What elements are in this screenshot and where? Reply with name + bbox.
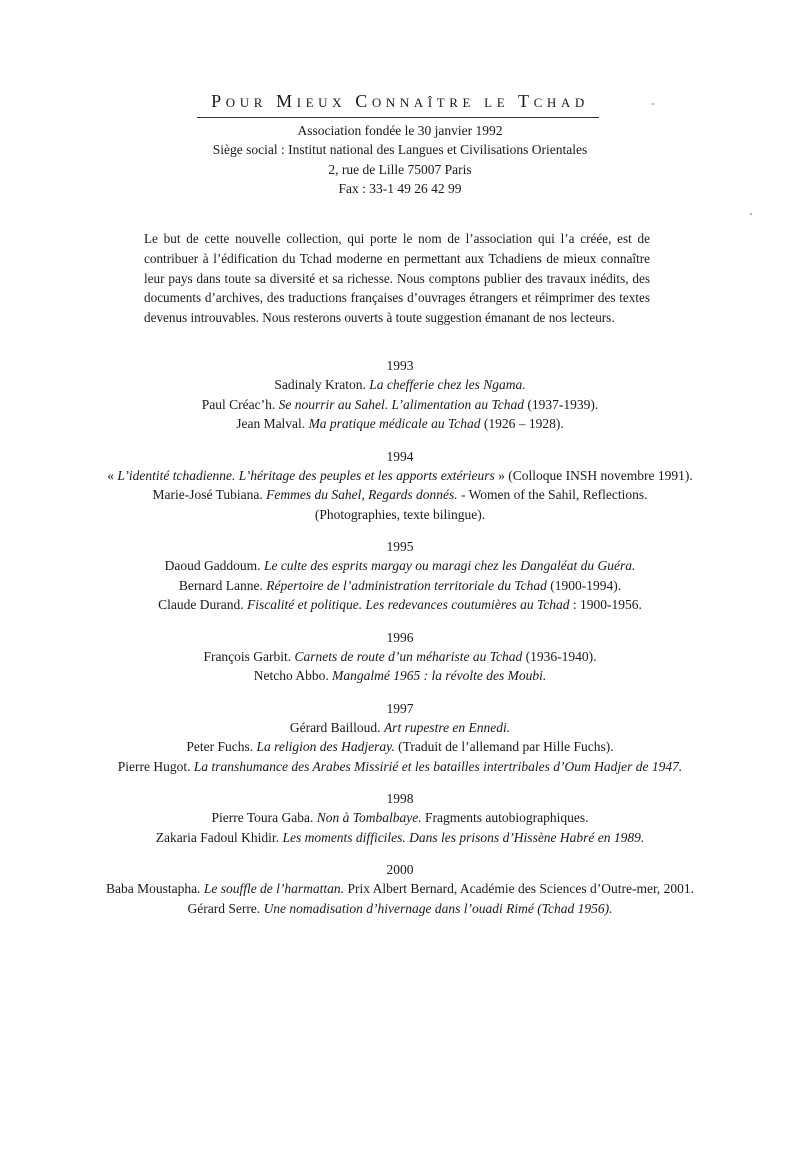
entry-text: Gérard Serre. xyxy=(187,900,264,916)
year-block-1993 xyxy=(40,356,760,434)
publication-title: Le culte des esprits margay ou maragi chez les Dangaléat du Guéra. xyxy=(263,558,636,573)
entry-text: Daoud Gaddoum. xyxy=(164,558,264,573)
publication-entry xyxy=(40,828,760,848)
entry-text: Baba Moustapha. xyxy=(105,881,204,896)
year-heading: 1995 xyxy=(386,539,414,554)
publication-title: Se nourrir au Sahel. L’alimentation au Tchad xyxy=(278,396,524,412)
entry-text: Peter Fuchs. xyxy=(186,739,257,754)
publication-entry xyxy=(40,879,760,899)
year-heading: 1994 xyxy=(386,448,414,464)
publication-entry xyxy=(40,718,760,738)
publication-entry xyxy=(40,595,760,615)
year-block-1998 xyxy=(40,789,760,847)
entry-text: - Women of the Sahil, Reflections. xyxy=(457,487,648,502)
entry-text: (Photographies, texte bilingue). xyxy=(314,506,486,522)
association-founded-line: Association fondée le 30 janvier 1992 xyxy=(297,123,503,138)
intro-paragraph: Le but de cette nouvelle collection, qui porte le nom de l’association qui l’a créée, est de contribuer à l’édification du Tchad moderne en permettant aux Tchadiens de mieux connaître leur pays dans toute sa diversité et sa richesse. Nous comptons publier des travaux inédits, des documents d’archives, des traductions françaises d’ouvrages étrangers et réimprimer des textes devenus introuvables. Nous resterons ouverts à toute suggestion émanant de nos lecteurs. xyxy=(144,231,650,326)
publication-title: Les moments difficiles. Dans les prisons d’Hissène Habré en 1989. xyxy=(282,829,645,845)
series-title: Pour Mieux Connaître le Tchad xyxy=(211,91,589,111)
entry-text: Pierre Toura Gaba. xyxy=(211,810,317,825)
publication-title: Fiscalité et politique. Les redevances coutumières au Tchad xyxy=(247,597,570,612)
entry-text: Paul Créac’h. xyxy=(201,396,279,412)
publication-entry xyxy=(40,466,760,486)
year-heading: 1998 xyxy=(386,791,414,806)
publication-title: La transhumance des Arabes Missirié et les batailles intertribales d’Oum Hadjer de 1947. xyxy=(193,758,683,774)
entry-text: (1936-1940). xyxy=(522,648,597,664)
publication-title: Mangalmé 1965 : la révolte des Moubi. xyxy=(332,668,547,683)
entry-text: Sadinaly Kraton. xyxy=(274,377,370,392)
publication-title: Non à Tombalbaye. xyxy=(316,810,422,825)
publication-entry xyxy=(40,395,760,415)
year-block-1997 xyxy=(40,699,760,777)
publication-catalog xyxy=(40,356,760,931)
publication-entry xyxy=(40,899,760,919)
scan-speck xyxy=(652,103,654,105)
entry-text: Bernard Lanne. xyxy=(178,577,267,593)
publication-title: Art rupestre en Ennedi. xyxy=(383,719,511,735)
entry-text: Jean Malval. xyxy=(236,416,309,431)
publication-entry xyxy=(40,576,760,596)
entry-text: (1937-1939). xyxy=(524,396,599,412)
entry-text: Prix Albert Bernard, Académie des Sciences d’Outre-mer, 2001. xyxy=(344,881,695,896)
publication-entry xyxy=(40,414,760,434)
association-seat-line: Siège social : Institut national des Langues et Civilisations Orientales xyxy=(212,142,588,158)
association-info xyxy=(100,121,700,199)
publication-entry xyxy=(40,485,760,505)
entry-text: Claude Durand. xyxy=(158,597,248,612)
publication-entry xyxy=(40,666,760,686)
entry-text: Pierre Hugot. xyxy=(117,758,194,774)
publication-title: Ma pratique médicale au Tchad xyxy=(308,416,481,431)
entry-text: François Garbit. xyxy=(203,648,295,664)
entry-text: (1926 – 1928). xyxy=(480,416,564,431)
publication-title: La religion des Hadjeray. xyxy=(256,739,395,754)
entry-text: » (Colloque INSH novembre 1991). xyxy=(494,467,693,483)
entry-text: Netcho Abbo. xyxy=(253,668,333,683)
year-heading: 1996 xyxy=(386,629,414,645)
entry-text: Gérard Bailloud. xyxy=(289,719,384,735)
publication-entry xyxy=(40,737,760,757)
year-block-1994 xyxy=(40,447,760,525)
entry-text: (1900-1994). xyxy=(546,577,622,593)
publication-entry xyxy=(40,808,760,828)
association-fax-line: Fax : 33-1 49 26 42 99 xyxy=(338,181,462,197)
publication-title: Répertoire de l’administration territoriale du Tchad xyxy=(266,577,547,593)
publication-entry xyxy=(40,505,760,525)
scan-speck xyxy=(750,213,752,215)
entry-text: Zakaria Fadoul Khidir. xyxy=(155,829,283,845)
year-block-1995 xyxy=(40,537,760,615)
entry-text: « xyxy=(107,467,118,483)
publication-title: Femmes du Sahel, Regards donnés. xyxy=(266,487,458,502)
year-heading: 1993 xyxy=(386,358,414,373)
year-heading: 2000 xyxy=(386,862,414,877)
publication-title: Le souffle de l’harmattan. xyxy=(203,881,345,896)
year-block-1996 xyxy=(40,628,760,686)
entry-text: : 1900-1956. xyxy=(569,597,642,612)
publication-entry xyxy=(40,556,760,576)
publication-title: Carnets de route d’un méhariste au Tchad xyxy=(294,648,523,664)
publication-entry xyxy=(40,647,760,667)
title-divider xyxy=(197,117,599,118)
year-heading: 1997 xyxy=(386,700,414,716)
publication-title: L’identité tchadienne. L’héritage des peuples et les apports extérieurs xyxy=(117,467,495,483)
publication-entry xyxy=(40,757,760,777)
publication-title: La chefferie chez les Ngama. xyxy=(369,377,526,392)
entry-text: Fragments autobiographiques. xyxy=(421,810,589,825)
entry-text: Marie-José Tubiana. xyxy=(152,487,267,502)
entry-text: (Traduit de l’allemand par Hille Fuchs). xyxy=(394,739,614,754)
publication-title: Une nomadisation d’hivernage dans l’ouadi Rimé (Tchad 1956). xyxy=(263,900,613,916)
year-block-2000 xyxy=(40,860,760,918)
association-address-line: 2, rue de Lille 75007 Paris xyxy=(328,161,472,177)
publication-entry xyxy=(40,375,760,395)
